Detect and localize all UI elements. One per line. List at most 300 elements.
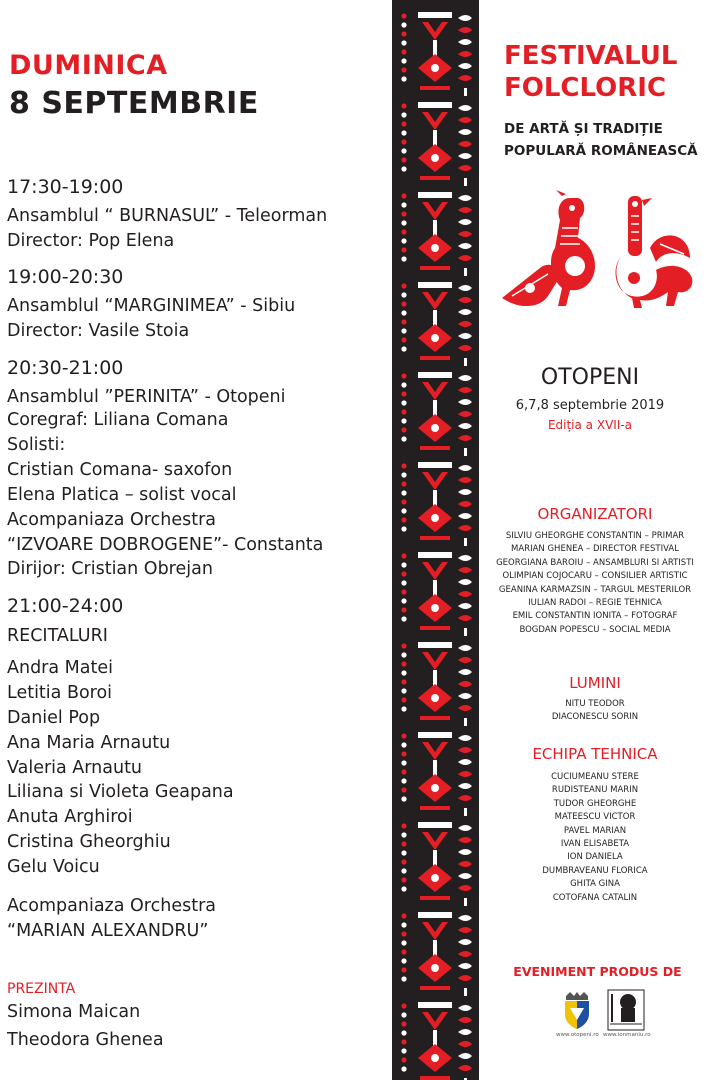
- folk-motif-shape: [458, 117, 472, 123]
- folk-motif-shape: [422, 202, 448, 220]
- folk-motif-shape: [401, 517, 406, 522]
- folk-motif-shape: [401, 202, 406, 207]
- folk-motif-shape: [458, 645, 472, 651]
- folk-motif-shape: [401, 112, 406, 117]
- folk-motif-shape: [458, 435, 472, 441]
- folk-motif-shape: [401, 166, 406, 171]
- folk-motif-shape: [401, 679, 406, 684]
- folk-motif-shape: [401, 877, 406, 882]
- folk-motif-shape: [458, 27, 472, 33]
- time-slot-3: 20:30-21:00: [7, 357, 124, 379]
- folk-motif-shape: [458, 399, 472, 405]
- folk-motif-shape: [420, 986, 450, 990]
- folk-motif-shape: [401, 31, 406, 36]
- folk-birds-illustration: [500, 188, 695, 318]
- folk-motif-shape: [401, 823, 406, 828]
- folk-motif-shape: [422, 922, 448, 940]
- folk-motif-shape: [401, 742, 406, 747]
- folk-motif-shape: [401, 949, 406, 954]
- folk-motif-shape: [401, 499, 406, 504]
- folk-motif-shape: [458, 525, 472, 531]
- folk-motif-shape: [401, 643, 406, 648]
- city-name: OTOPENI: [540, 365, 640, 390]
- folk-motif-shape: [401, 328, 406, 333]
- folk-motif-shape: [401, 931, 406, 936]
- folk-motif-shape: [422, 1012, 448, 1030]
- time-slot-2: 19:00-20:30: [7, 266, 124, 288]
- festival-dates: 6,7,8 septembrie 2019: [515, 398, 665, 413]
- folk-motif-shape: [458, 873, 472, 879]
- folk-motif-shape: [401, 661, 406, 666]
- folk-motif-shape: [401, 427, 406, 432]
- folk-motif-shape: [458, 747, 472, 753]
- folk-motif-shape: [401, 940, 406, 945]
- folk-motif-shape: [458, 165, 472, 171]
- folk-motif-shape: [422, 742, 448, 760]
- folk-motif-shape: [401, 319, 406, 324]
- folk-motif-shape: [401, 967, 406, 972]
- folk-motif-shape: [401, 1003, 406, 1008]
- folk-motif-shape: [464, 628, 467, 636]
- folk-motif-shape: [458, 567, 472, 573]
- artist: Cristina Gheorghiu: [7, 832, 171, 852]
- folk-motif-shape: [401, 1048, 406, 1053]
- folk-motif-shape: [401, 400, 406, 405]
- folk-motif-shape: [401, 292, 406, 297]
- folk-motif-shape: [401, 193, 406, 198]
- folk-motif-shape: [464, 448, 467, 456]
- folk-motif-shape: [458, 915, 472, 921]
- folk-motif-shape: [422, 112, 448, 130]
- folk-motif-shape: [431, 244, 439, 252]
- presenters-label: PREZINTA: [7, 981, 76, 997]
- tech-member: GHITA GINA: [570, 879, 620, 890]
- folk-motif-shape: [464, 988, 467, 996]
- tech-member: RUDISTEANU MARIN: [551, 785, 639, 796]
- folk-motif-shape: [464, 178, 467, 186]
- folk-motif-shape: [458, 825, 472, 831]
- folk-motif-shape: [418, 462, 452, 468]
- organizers-list: [490, 530, 700, 637]
- folk-motif-shape: [458, 51, 472, 57]
- folk-motif-shape: [401, 778, 406, 783]
- tech-team-label: ECHIPA TEHNICA: [532, 745, 658, 763]
- artist: Andra Matei: [7, 658, 113, 678]
- folk-motif-shape: [420, 626, 450, 630]
- block3-line: Dirijor: Cristian Obrejan: [7, 559, 213, 579]
- folk-motif-shape: [401, 49, 406, 54]
- folk-motif-shape: [401, 436, 406, 441]
- folk-motif-shape: [401, 391, 406, 396]
- presenter: Theodora Ghenea: [7, 1030, 164, 1050]
- festival-title-line-1: FESTIVALUL: [504, 41, 678, 71]
- artist: Liliana si Violeta Geapana: [7, 782, 234, 802]
- artist: Ana Maria Arnautu: [7, 733, 171, 753]
- organizer: OLIMPIAN COJOCARU – CONSILIER ARTISTIC: [502, 571, 688, 582]
- otopeni-coat-of-arms-logo: [562, 990, 592, 1030]
- artist: Daniel Pop: [7, 708, 101, 728]
- folk-motif-shape: [401, 598, 406, 603]
- folk-motif-shape: [418, 372, 452, 378]
- recitals-title: RECITALURI: [7, 626, 108, 646]
- festival-subtitle: [504, 118, 698, 162]
- folk-motif-shape: [418, 282, 452, 288]
- folk-motif-shape: [420, 356, 450, 360]
- folk-motif-shape: [464, 88, 467, 96]
- lights-member: NITU TEODOR: [565, 699, 625, 709]
- folk-motif-shape: [401, 733, 406, 738]
- folk-motif-shape: [401, 58, 406, 63]
- folk-motif-shape: [464, 268, 467, 276]
- folk-motif-shape: [458, 285, 472, 291]
- folk-motif-shape: [401, 121, 406, 126]
- folk-motif-pattern: [392, 0, 479, 1080]
- folk-motif-shape: [431, 1054, 439, 1062]
- folk-motif-shape: [458, 39, 472, 45]
- lights-member: DIACONESCU SORIN: [551, 712, 639, 723]
- folk-motif-shape: [420, 806, 450, 810]
- folk-pattern-strip: [392, 0, 479, 1080]
- director-2: Director: Vasile Stoia: [7, 321, 190, 341]
- folk-motif-shape: [401, 1057, 406, 1062]
- folk-motif-shape: [458, 705, 472, 711]
- folk-motif-shape: [401, 553, 406, 558]
- folk-motif-shape: [458, 489, 472, 495]
- organizers-label: ORGANIZATORI: [537, 505, 653, 523]
- tech-member: COTOFANA CATALIN: [552, 892, 638, 903]
- folk-motif-shape: [458, 297, 472, 303]
- folk-motif-shape: [458, 795, 472, 801]
- folk-motif-shape: [458, 603, 472, 609]
- folk-motif-shape: [458, 75, 472, 81]
- folk-motif-shape: [422, 472, 448, 490]
- organizer: EMIL CONSTANTIN IONITA – FOTOGRAF: [512, 611, 678, 622]
- tech-member: MATEESCU VICTOR: [554, 812, 636, 823]
- folk-motif-shape: [401, 1039, 406, 1044]
- folk-motif-shape: [401, 409, 406, 414]
- folk-motif-shape: [401, 832, 406, 837]
- folk-motif-shape: [401, 472, 406, 477]
- organizer: SILVIU GHEORGHE CONSTANTIN – PRIMAR: [505, 531, 685, 541]
- tech-member: IVAN ELISABETA: [560, 839, 630, 850]
- folk-motif-shape: [401, 571, 406, 576]
- folk-motif-shape: [464, 538, 467, 546]
- folk-motif-shape: [401, 157, 406, 162]
- folk-motif-shape: [464, 898, 467, 906]
- folk-motif-shape: [458, 735, 472, 741]
- folk-motif-shape: [431, 424, 439, 432]
- folk-motif-shape: [458, 975, 472, 981]
- folk-motif-shape: [458, 411, 472, 417]
- folk-motif-shape: [458, 783, 472, 789]
- folk-motif-shape: [458, 555, 472, 561]
- folk-motif-shape: [458, 321, 472, 327]
- folk-motif-shape: [458, 345, 472, 351]
- folk-motif-shape: [401, 787, 406, 792]
- folk-motif-shape: [420, 1076, 450, 1080]
- folk-motif-shape: [401, 562, 406, 567]
- folk-motif-shape: [458, 243, 472, 249]
- festival-edition: Ediția a XVII-a: [547, 418, 633, 432]
- folk-motif-shape: [401, 913, 406, 918]
- organizer: BOGDAN POPESCU – SOCIAL MEDIA: [519, 624, 671, 635]
- folk-motif-shape: [458, 849, 472, 855]
- folk-motif-shape: [458, 231, 472, 237]
- festival-subtitle-line-1: DE ARTĂ ȘI TRADIȚIE: [504, 121, 663, 137]
- lights-label: LUMINI: [569, 674, 621, 692]
- presenter: Simona Maican: [7, 1002, 141, 1022]
- folk-motif-shape: [401, 751, 406, 756]
- lights-list: [500, 698, 690, 725]
- tech-member: PAVEL MARIAN: [563, 825, 627, 836]
- block3-line: Coregraf: Liliana Comana: [7, 410, 229, 430]
- folk-motif-shape: [458, 105, 472, 111]
- folk-motif-shape: [458, 153, 472, 159]
- folk-motif-shape: [458, 141, 472, 147]
- tech-member: CUCIUMEANU STERE: [551, 772, 639, 782]
- folk-motif-shape: [458, 669, 472, 675]
- folk-motif-shape: [401, 373, 406, 378]
- day-heading: DUMINICA: [9, 50, 168, 81]
- folk-motif-shape: [422, 22, 448, 40]
- folk-motif-shape: [418, 102, 452, 108]
- folk-motif-shape: [401, 589, 406, 594]
- folk-motif-shape: [401, 211, 406, 216]
- folk-motif-shape: [401, 688, 406, 693]
- folk-motif-shape: [401, 697, 406, 702]
- folk-motif-shape: [401, 337, 406, 342]
- block3-line: Acompaniaza Orchestra: [7, 510, 216, 530]
- folk-motif-shape: [458, 1017, 472, 1023]
- folk-motif-shape: [401, 868, 406, 873]
- folk-motif-shape: [401, 229, 406, 234]
- folk-motif-shape: [420, 86, 450, 90]
- folk-motif-shape: [458, 15, 472, 21]
- folk-motif-shape: [458, 579, 472, 585]
- folk-motif-shape: [458, 1041, 472, 1047]
- folk-motif-shape: [431, 154, 439, 162]
- folk-motif-shape: [458, 501, 472, 507]
- tech-member: TUDOR GHEORGHE: [553, 798, 637, 809]
- folk-motif-shape: [401, 796, 406, 801]
- folk-motif-shape: [458, 219, 472, 225]
- folk-motif-shape: [401, 283, 406, 288]
- folk-motif-shape: [458, 1029, 472, 1035]
- folk-motif-shape: [458, 375, 472, 381]
- otopeni-logo-caption: www.otopeni.ro: [556, 1032, 599, 1038]
- folk-motif-shape: [401, 769, 406, 774]
- folk-motif-shape: [401, 760, 406, 765]
- folk-motif-shape: [420, 536, 450, 540]
- ensemble-2: Ansamblul “MARGINIMEA” - Sibiu: [7, 296, 296, 316]
- folk-motif-shape: [431, 694, 439, 702]
- folk-motif-shape: [458, 693, 472, 699]
- folk-motif-shape: [401, 508, 406, 513]
- folk-motif-shape: [418, 642, 452, 648]
- folk-motif-shape: [418, 1002, 452, 1008]
- time-slot-1: 17:30-19:00: [7, 176, 124, 198]
- folk-motif-shape: [401, 76, 406, 81]
- folk-motif-shape: [401, 463, 406, 468]
- folk-motif-shape: [420, 266, 450, 270]
- tech-member: DUMBRAVEANU FLORICA: [542, 865, 648, 876]
- folk-motif-shape: [401, 103, 406, 108]
- folk-motif-shape: [458, 1053, 472, 1059]
- folk-motif-shape: [458, 195, 472, 201]
- folk-motif-shape: [422, 382, 448, 400]
- artist: Gelu Voicu: [7, 857, 100, 877]
- folk-motif-shape: [401, 220, 406, 225]
- folk-motif-shape: [458, 513, 472, 519]
- block3-line: Cristian Comana- saxofon: [7, 460, 233, 480]
- folk-motif-shape: [458, 771, 472, 777]
- folk-motif-shape: [458, 423, 472, 429]
- tech-member: ION DANIELA: [567, 852, 623, 863]
- folk-motif-shape: [458, 591, 472, 597]
- folk-motif-shape: [464, 718, 467, 726]
- folk-motif-shape: [431, 964, 439, 972]
- folk-motif-shape: [401, 616, 406, 621]
- folk-motif-shape: [422, 832, 448, 850]
- folk-motif-shape: [458, 387, 472, 393]
- folk-motif-shape: [401, 1066, 406, 1071]
- folk-motif-shape: [401, 418, 406, 423]
- folk-motif-shape: [401, 1012, 406, 1017]
- folk-motif-shape: [401, 841, 406, 846]
- ensemble-1: Ansamblul “ BURNASUL” - Teleorman: [7, 206, 328, 226]
- block3-line: Elena Platica – solist vocal: [7, 485, 237, 505]
- folk-motif-shape: [422, 652, 448, 670]
- folk-motif-shape: [418, 912, 452, 918]
- folk-motif-shape: [431, 64, 439, 72]
- folk-motif-shape: [458, 657, 472, 663]
- folk-motif-shape: [422, 562, 448, 580]
- folk-motif-shape: [401, 652, 406, 657]
- folk-motif-shape: [401, 148, 406, 153]
- folk-motif-shape: [458, 861, 472, 867]
- block3-line: Ansamblul ”PERINITA” - Otopeni: [7, 387, 286, 407]
- folk-motif-shape: [458, 885, 472, 891]
- folk-motif-shape: [401, 526, 406, 531]
- folk-motif-shape: [420, 896, 450, 900]
- organizer: GEANINA KARMAZSIN – TARGUL MESTERILOR: [498, 584, 692, 595]
- folk-motif-shape: [431, 604, 439, 612]
- festival-title: [504, 40, 677, 104]
- folk-motif-shape: [418, 12, 452, 18]
- folk-motif-shape: [458, 759, 472, 765]
- folk-motif-shape: [458, 837, 472, 843]
- folk-motif-shape: [418, 552, 452, 558]
- folk-motif-shape: [401, 580, 406, 585]
- folk-motif-shape: [401, 139, 406, 144]
- block3-line: Solisti:: [7, 435, 66, 455]
- folk-motif-shape: [458, 255, 472, 261]
- folk-motif-shape: [401, 481, 406, 486]
- folk-motif-shape: [401, 382, 406, 387]
- folk-motif-shape: [401, 670, 406, 675]
- folk-motif-shape: [401, 976, 406, 981]
- folk-motif-shape: [401, 301, 406, 306]
- folk-motif-shape: [401, 706, 406, 711]
- folk-motif-shape: [401, 1021, 406, 1026]
- folk-motif-shape: [458, 309, 472, 315]
- folk-motif-shape: [401, 922, 406, 927]
- folk-motif-shape: [458, 333, 472, 339]
- folk-motif-shape: [458, 1065, 472, 1071]
- artist: Valeria Arnautu: [7, 758, 143, 778]
- produced-by-label: EVENIMENT PRODUS DE: [513, 964, 682, 979]
- folk-motif-shape: [458, 951, 472, 957]
- folk-motif-shape: [401, 238, 406, 243]
- folk-motif-shape: [458, 927, 472, 933]
- folk-motif-shape: [431, 784, 439, 792]
- artist: Letitia Boroi: [7, 683, 113, 703]
- tech-team-list: [500, 771, 690, 905]
- organizer: IULIAN RADOI – REGIE TEHNICA: [528, 598, 662, 609]
- folk-motif-shape: [401, 310, 406, 315]
- organizer: MARIAN GHENEA – DIRECTOR FESTIVAL: [511, 544, 679, 555]
- folk-motif-shape: [458, 615, 472, 621]
- folk-motif-shape: [464, 808, 467, 816]
- folk-motif-shape: [401, 13, 406, 18]
- folk-motif-shape: [401, 346, 406, 351]
- folk-motif-shape: [458, 477, 472, 483]
- folk-motif-shape: [458, 681, 472, 687]
- folk-motif-shape: [401, 886, 406, 891]
- orchestra-line: Acompaniaza Orchestra: [7, 896, 216, 916]
- folk-motif-shape: [458, 963, 472, 969]
- folk-motif-shape: [458, 1005, 472, 1011]
- folk-motif-shape: [401, 607, 406, 612]
- artist: Anuta Arghiroi: [7, 807, 133, 827]
- folk-motif-shape: [420, 446, 450, 450]
- festival-subtitle-line-2: POPULARĂ ROMÂNEASCĂ: [504, 143, 698, 159]
- folk-motif-shape: [401, 850, 406, 855]
- folk-motif-shape: [401, 247, 406, 252]
- folk-motif-shape: [401, 22, 406, 27]
- folk-motif-shape: [401, 490, 406, 495]
- date-heading: 8 SEPTEMBRIE: [9, 86, 259, 121]
- block3-line: “IZVOARE DOBROGENE”- Constanta: [7, 535, 324, 555]
- folk-motif-shape: [458, 939, 472, 945]
- folk-motif-shape: [418, 822, 452, 828]
- folk-motif-shape: [458, 63, 472, 69]
- director-1: Director: Pop Elena: [7, 231, 175, 251]
- folk-motif-shape: [418, 192, 452, 198]
- folk-motif-shape: [458, 207, 472, 213]
- time-slot-4: 21:00-24:00: [7, 595, 124, 617]
- folk-motif-shape: [458, 465, 472, 471]
- folk-motif-shape: [422, 292, 448, 310]
- folk-motif-shape: [401, 859, 406, 864]
- folk-motif-shape: [401, 40, 406, 45]
- folk-motif-shape: [401, 67, 406, 72]
- folk-motif-shape: [464, 358, 467, 366]
- cultural-center-logo: [606, 988, 646, 1032]
- folk-motif-shape: [431, 334, 439, 342]
- folk-motif-shape: [418, 732, 452, 738]
- folk-motif-shape: [401, 1030, 406, 1035]
- folk-motif-shape: [420, 176, 450, 180]
- folk-motif-shape: [401, 256, 406, 261]
- folk-motif-shape: [431, 514, 439, 522]
- folk-motif-shape: [401, 130, 406, 135]
- cultural-center-logo-caption: www.ionmaniu.ro: [603, 1032, 651, 1038]
- orchestra-name: “MARIAN ALEXANDRU”: [7, 921, 209, 941]
- folk-motif-shape: [401, 958, 406, 963]
- festival-title-line-2: FOLCLORIC: [504, 73, 667, 103]
- folk-motif-shape: [458, 129, 472, 135]
